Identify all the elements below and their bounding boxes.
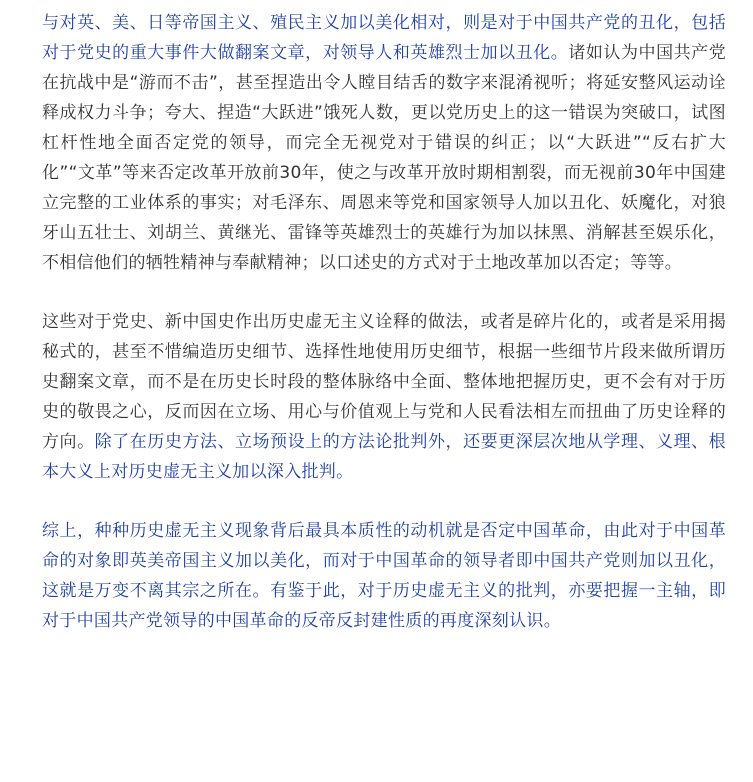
paragraph-2 bbox=[42, 307, 726, 487]
article-body bbox=[42, 8, 726, 636]
paragraph-1-body: 诸如认为中国共产党在抗战中是“游而不击”，甚至捏造出令人瞠目结舌的数字来混淆视听；将延安整风运动诠释成权力斗争；夸大、捏造“大跃进”饿死人数，更以党历史上的这一错误为突破口，试图杠杆性地全面否定党的领导，而完全无视党对于错误的纠正；以“大跃进”“反右扩大化”“文革”等来否定改革开放前30年，使之与改革开放时期相割裂，而无视前30年中国建立完整的工业体系的事实；对毛泽东、周恩来等党和国家领导人加以丑化、妖魔化，对狼牙山五壮士、刘胡兰、黄继光、雷锋等英雄烈士的英雄行为加以抹黑、消解甚至娱乐化，不相信他们的牺牲精神与奉献精神；以口述史的方式对于土地改革加以否定；等等。 bbox=[42, 43, 727, 273]
paragraph-3 bbox=[42, 516, 726, 636]
paragraph-3-highlight: 综上，种种历史虚无主义现象背后最具本质性的动机就是否定中国革命，由此对于中国革命的对象即英美帝国主义加以美化，而对于中国革命的领导者即中国共产党则加以丑化，这就是万变不离其宗之所在。有鉴于此，对于历史虚无主义的批判，亦要把握一主轴，即对于中国共产党领导的中国革命的反帝反封建性质的再度深刻认识。 bbox=[42, 521, 726, 631]
paragraph-2-body: 这些对于党史、新中国史作出历史虚无主义诠释的做法，或者是碎片化的，或者是采用揭秘式的，甚至不惜编造历史细节、选择性地使用历史细节，根据一些细节片段来做所谓历史翻案文章，而不是在历史长时段的整体脉络中全面、整体地把握历史，更不会有对于历史的敬畏之心，反而因在立场、用心与价值观上与党和人民看法相左而扭曲了历史诠释的方向。 bbox=[42, 312, 726, 452]
paragraph-1-highlight: 与对英、美、日等帝国主义、殖民主义加以美化相对，则是对于中国共产党的丑化，包括对于党史的重大事件大做翻案文章，对领导人和英雄烈士加以丑化。 bbox=[42, 13, 726, 63]
paragraph-1 bbox=[42, 8, 726, 278]
paragraph-2-highlight: 除了在历史方法、立场预设上的方法论批判外，还要更深层次地从学理、义理、根本大义上对历史虚无主义加以深入批判。 bbox=[42, 432, 726, 482]
